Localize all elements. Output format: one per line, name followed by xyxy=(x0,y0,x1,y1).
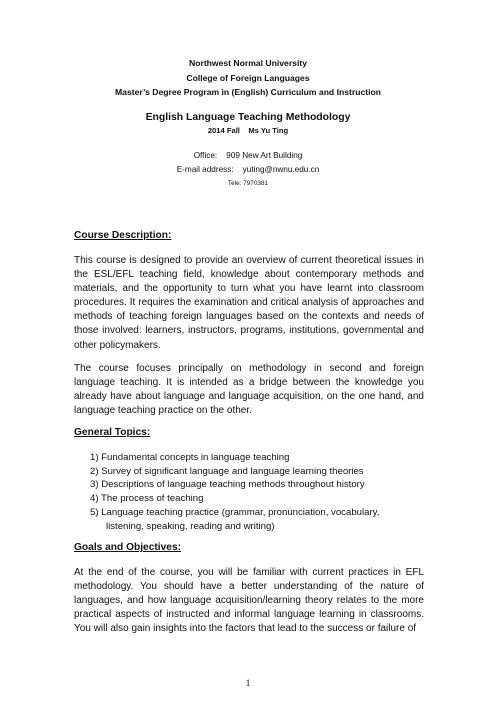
course-description-paragraph-2: The course focuses principally on methodology in second and foreign language teaching. It is intended as a bridge between the knowledge you already have about language and language acquisition, on the one hand, and language teaching practice on the other. xyxy=(74,363,424,417)
general-topics-heading: General Topics: xyxy=(74,427,151,438)
list-item: 1) Fundamental concepts in language teaching xyxy=(90,452,290,463)
goals-paragraph: At the end of the course, you will be familiar with current practices in EFL methodology. You should have a better understanding of the nature of languages, and how language acquisition/learning theory relates to the more practical aspects of instructed and informal language learning in classrooms. You will also gain insights into the factors that lead to the success or failure of xyxy=(74,567,424,635)
list-item: 4) The process of teaching xyxy=(90,493,204,505)
college-name: College of Foreign Languages xyxy=(186,73,310,83)
topics-list xyxy=(90,451,430,533)
page-number: 1 xyxy=(245,678,251,689)
list-item: 2) Survey of significant language and language learning theories xyxy=(90,465,364,477)
tel-line: Tele: 7970381 xyxy=(227,180,269,187)
program-name: Master’s Degree Program in (English) Curriculum and Instruction xyxy=(115,87,381,97)
course-description-paragraph-1: This course is designed to provide an overview of current theoretical issues in the ESL/EFL teaching field, knowledge about contemporary methods and materials, and the opportunity to turn what you have learnt into classroom procedures. It requires the examination and critical analysis of approaches and methods of teaching foreign languages based on the contexts and needs of those involved: learners, instructors, programs, institutions, governmental and other policymakers. xyxy=(74,255,424,351)
university-name: Northwest Normal University xyxy=(189,58,307,68)
email-line: E-mail address: yuting@nwnu.edu.cn xyxy=(176,165,320,174)
list-item: 3) Descriptions of language teaching methods throughout history xyxy=(90,479,365,491)
office-line: Office: 909 New Art Building xyxy=(193,151,303,160)
list-item-continuation: listening, speaking, reading and writing) xyxy=(106,520,275,532)
course-description-heading: Course Description: xyxy=(74,230,172,241)
term-instructor: 2014 Fall Ms Yu Ting xyxy=(207,126,289,135)
goals-heading: Goals and Objectives: xyxy=(74,542,182,553)
course-title: English Language Teaching Methodology xyxy=(145,112,351,123)
list-item: 5) Language teaching practice (grammar, pronunciation, vocabulary, xyxy=(90,506,380,518)
